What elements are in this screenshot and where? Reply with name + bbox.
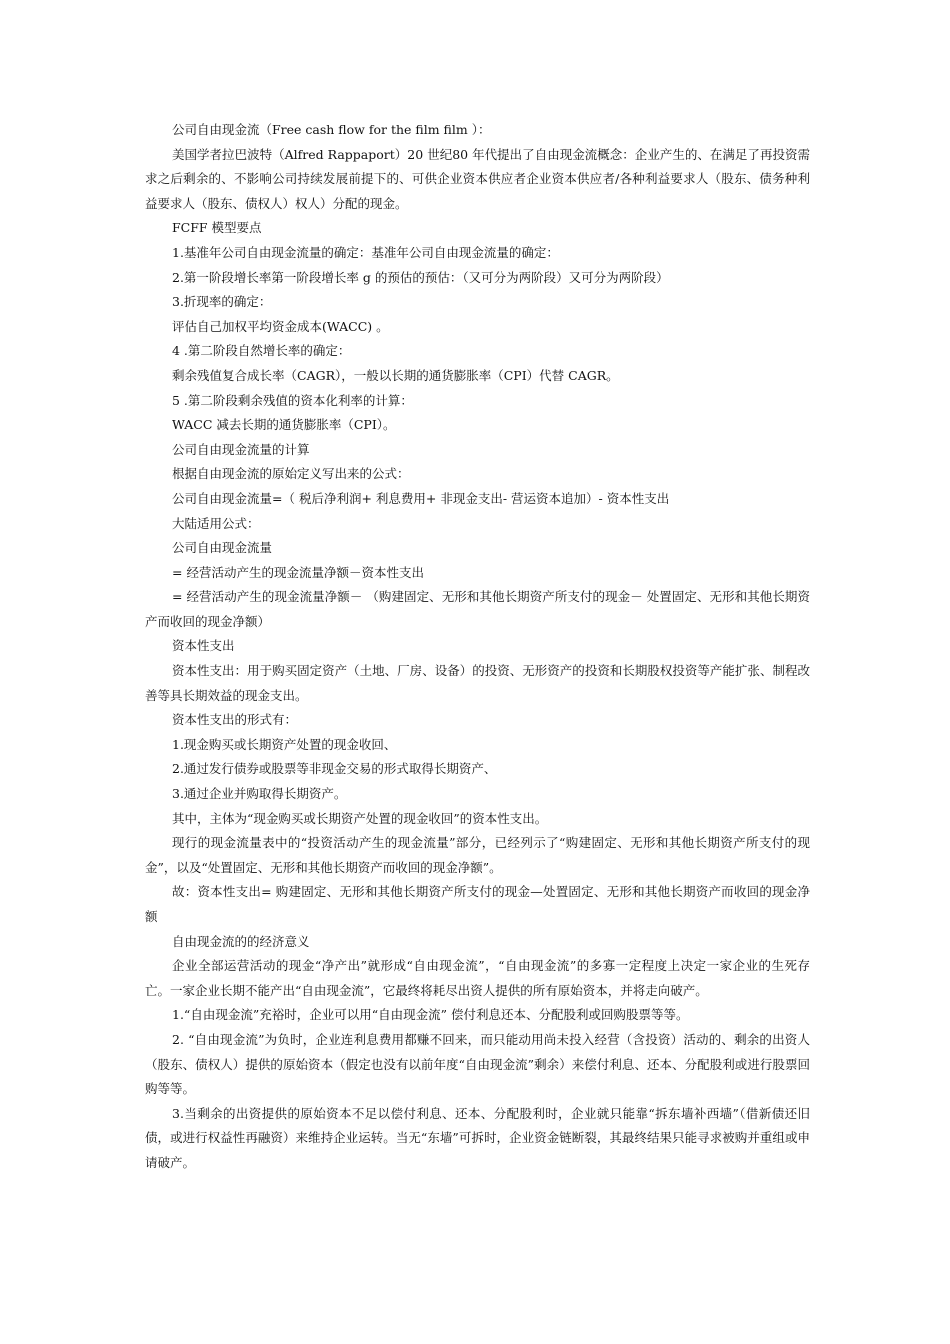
paragraph-capex-forms-intro: 资本性支出的形式有： (172, 712, 298, 728)
paragraph-title-fcf: 公司自由现金流（Free cash flow for the film film ）： (172, 122, 491, 137)
document-page (145, 118, 810, 1176)
paragraph-fcff-point-4: 4 .第二阶段自然增长率的确定： (172, 343, 351, 359)
paragraph-meaning-point-3: 3.当剩余的出资提供的原始资本不足以偿付利息、还本、分配股利时，企业就只能靠“拆东墙补西墙”（借新债还旧债，或进行权益性再融资）来维持企业运转。当无“东墙”可拆时，企业资金链断裂，其最终结果只能寻求被购并重组或申请破产。 (145, 1105, 810, 1170)
paragraph-capex-formula: 故：资本性支出= 购建固定、无形和其他长期资产所支付的现金—处置固定、无形和其他长期资产而收回的现金净额 (145, 884, 810, 924)
paragraph-cashflow-statement: 现行的现金流量表中的“投资活动产生的现金流量”部分，已经列示了“购建固定、无形和其他长期资产所支付的现金”，以及“处置固定、无形和其他长期资产而收回的现金净额”。 (145, 835, 810, 875)
paragraph-fcff-heading: FCFF 模型要点 (172, 220, 262, 236)
paragraph-original-formula-intro: 根据自由现金流的原始定义写出来的公式： (172, 466, 410, 482)
paragraph-fcf-label: 公司自由现金流量 (172, 540, 273, 556)
paragraph-fcff-point-5: 5 .第二阶段剩余残值的资本化利率的计算： (172, 392, 413, 408)
paragraph-economic-meaning-heading: 自由现金流的的经济意义 (172, 933, 310, 949)
paragraph-wacc-minus-cpi: WACC 减去长期的通货膨胀率（CPI）。 (172, 417, 396, 433)
paragraph-meaning-point-2: 2. “自由现金流”为负时，企业连利息费用都赚不回来，而只能动用尚未投入经营（含投资）活动的、剩余的出资人（股东、债权人）提供的原始资本（假定也没有以前年度“自由现金流”剩余）来偿付利息、还本、分配股利或进行股票回购等等。 (145, 1031, 810, 1097)
paragraph-fcff-point-3: 3.折现率的确定： (172, 294, 272, 310)
paragraph-wacc: 评估自己加权平均资金成本(WACC) 。 (172, 318, 389, 334)
paragraph-meaning-point-1: 1.“自由现金流”充裕时，企业可以用“自由现金流” 偿付利息还本、分配股利或回购股票等等。 (172, 1007, 689, 1023)
paragraph-capex-main: 其中，主体为“现金购买或长期资产处置的现金收回”的资本性支出。 (172, 810, 548, 826)
paragraph-capex-form-2: 2.通过发行债券或股票等非现金交易的形式取得长期资产、 (172, 761, 497, 777)
paragraph-formula-line-1: = 经营活动产生的现金流量净额－资本性支出 (172, 564, 424, 580)
paragraph-capex-definition: 资本性支出：用于购买固定资产（土地、厂房、设备）的投资、无形资产的投资和长期股权投资等产能扩张、制程改善等具长期效益的现金支出。 (145, 663, 810, 703)
paragraph-formula-line-2: = 经营活动产生的现金流量净额－ （购建固定、无形和其他长期资产所支付的现金－ 处置固定、无形和其他长期资产而收回的现金净额） (145, 589, 810, 629)
paragraph-fcff-point-1: 1.基准年公司自由现金流量的确定：基准年公司自由现金流量的确定： (172, 244, 559, 260)
paragraph-capex-form-1: 1.现金购买或长期资产处置的现金收回、 (172, 736, 397, 752)
paragraph-fcff-point-2: 2.第一阶段增长率第一阶段增长率 g 的预估的预估：（又可分为两阶段）又可分为两阶段） (172, 269, 669, 285)
paragraph-capex-heading: 资本性支出 (172, 638, 235, 654)
paragraph-economic-meaning: 企业全部运营活动的现金“净产出”就形成“自由现金流”，“自由现金流”的多寡一定程度上决定一家企业的生死存亡。一家企业长期不能产出“自由现金流”，它最终将耗尽出资人提供的所有原始资本，并将走向破产。 (145, 958, 810, 998)
paragraph-capex-form-3: 3.通过企业并购取得长期资产。 (172, 786, 347, 802)
paragraph-calc-heading: 公司自由现金流量的计算 (172, 441, 310, 457)
paragraph-cagr: 剩余残值复合成长率（CAGR），一般以长期的通货膨胀率（CPI）代替 CAGR。 (172, 367, 619, 383)
paragraph-rappaport-definition: 美国学者拉巴波特（Alfred Rappaport）20 世纪80 年代提出了自由现金流概念：企业产生的、在满足了再投资需求之后剩余的、不影响公司持续发展前提下的、可供企业资本供应者企业资本供应者/各种利益要求人（股东、债务种利益要求人（股东、债权人）权人）分配的现金。 (145, 146, 810, 211)
paragraph-original-formula: 公司自由现金流量=（ 税后净利润+ 利息费用+ 非现金支出- 营运资本追加）- 资本性支出 (172, 490, 670, 506)
paragraph-mainland-formula-intro: 大陆适用公式： (172, 515, 260, 531)
